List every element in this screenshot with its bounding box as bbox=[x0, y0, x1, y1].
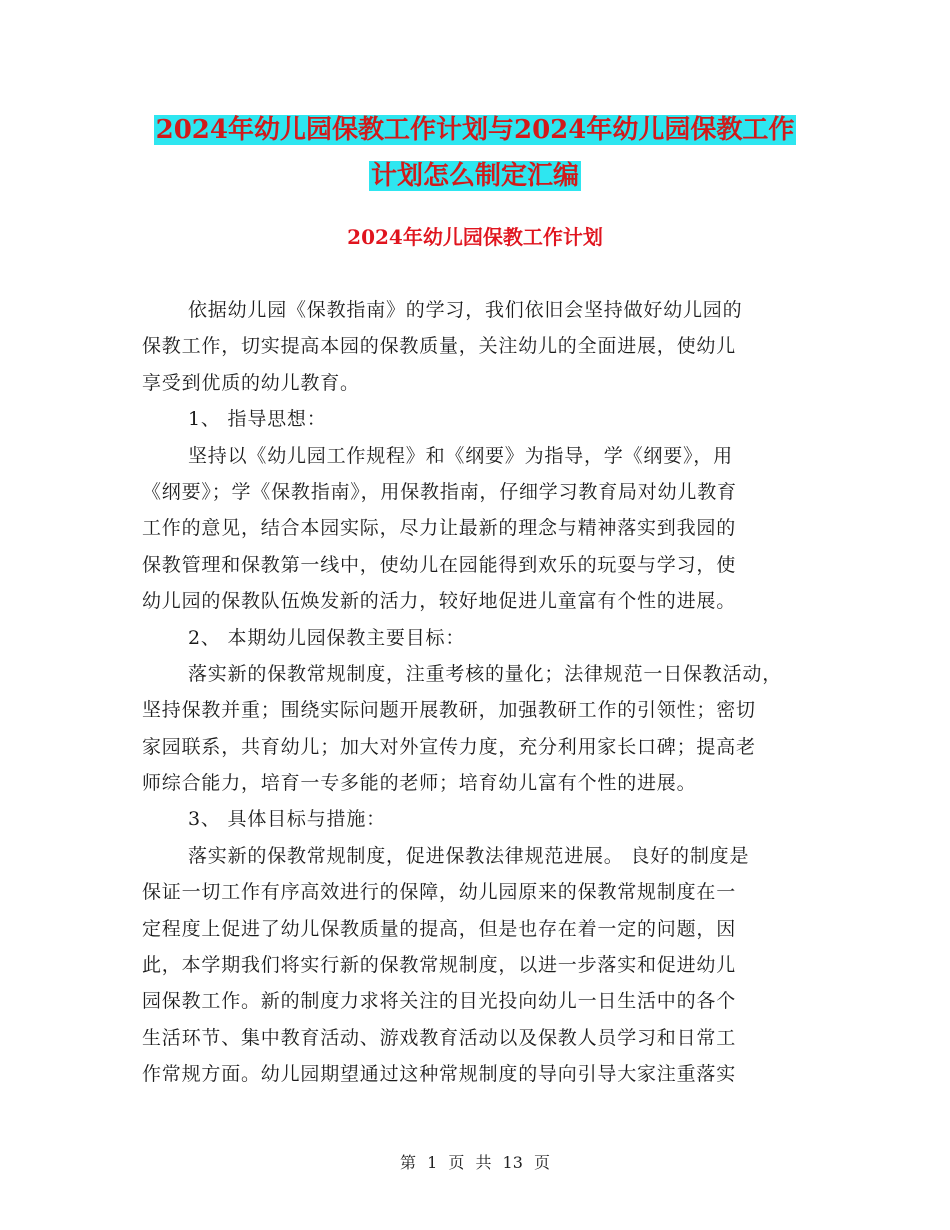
paragraph-line: 此，本学期我们将实行新的保教常规制度，以进一步落实和促进幼儿 bbox=[142, 954, 737, 977]
paragraph-line: 保证一切工作有序高效进行的保障，幼儿园原来的保教常规制度在一 bbox=[142, 881, 737, 904]
page-footer: 第 1 页 共 13 页 bbox=[400, 1153, 550, 1172]
section-heading: 2024年幼儿园保教工作计划 bbox=[347, 225, 603, 249]
paragraph-line: 生活环节、集中教育活动、游戏教育活动以及保教人员学习和日常工 bbox=[142, 1026, 737, 1049]
title-line-2 bbox=[0, 154, 950, 198]
paragraph-line: 坚持保教并重；围绕实际问题开展教研，加强教研工作的引领性；密切 bbox=[142, 699, 756, 722]
paragraph-line: 2、 本期幼儿园保教主要目标： bbox=[188, 626, 466, 649]
title-line-1-text: 2024年幼儿园保教工作计划与2024年幼儿园保教工作 bbox=[155, 115, 795, 145]
paragraph-line: 依据幼儿园《保教指南》的学习，我们依旧会坚持做好幼儿园的 bbox=[188, 299, 743, 321]
body-text bbox=[142, 292, 822, 1093]
paragraph-line: 保教管理和保教第一线中，使幼儿在园能得到欢乐的玩耍与学习，使 bbox=[142, 553, 737, 576]
paragraph-line: 落实新的保教常规制度，注重考核的量化；法律规范一日保教活动， bbox=[188, 662, 783, 685]
paragraph-line: 3、 具体目标与措施： bbox=[188, 808, 386, 831]
paragraph-line: 作常规方面。幼儿园期望通过这种常规制度的导向引导大家注重落实 bbox=[142, 1063, 737, 1086]
paragraph-line: 坚持以《幼儿园工作规程》和《纲要》为指导，学《纲要》，用 bbox=[188, 444, 733, 467]
paragraph-line: 《纲要》；学《保教指南》，用保教指南，仔细学习教育局对幼儿教育 bbox=[142, 480, 737, 503]
paragraph-line: 幼儿园的保教队伍焕发新的活力，较好地促进儿童富有个性的进展。 bbox=[142, 590, 737, 613]
paragraph-line: 工作的意见，结合本园实际，尽力让最新的理念与精神落实到我园的 bbox=[142, 517, 737, 540]
paragraph-line: 家园联系，共育幼儿；加大对外宣传力度，充分利用家长口碑；提高老 bbox=[142, 735, 756, 758]
paragraph-line: 享受到优质的幼儿教育。 bbox=[142, 371, 360, 394]
title-line-2-text: 计划怎么制定汇编 bbox=[370, 161, 579, 191]
paragraph-line: 园保教工作。新的制度力求将关注的目光投向幼儿一日生活中的各个 bbox=[142, 990, 737, 1013]
document-title bbox=[0, 108, 950, 198]
paragraph-line: 1、 指导思想： bbox=[188, 408, 327, 431]
title-line-1 bbox=[0, 108, 950, 152]
paragraph-line: 师综合能力，培育一专多能的老师；培育幼儿富有个性的进展。 bbox=[142, 772, 697, 795]
paragraph-line: 定程度上促进了幼儿保教质量的提高，但是也存在着一定的问题，因 bbox=[142, 917, 737, 940]
paragraph-line: 保教工作，切实提高本园的保教质量，关注幼儿的全面进展，使幼儿 bbox=[142, 335, 737, 358]
paragraph-line: 落实新的保教常规制度，促进保教法律规范进展。 良好的制度是 bbox=[188, 844, 750, 867]
